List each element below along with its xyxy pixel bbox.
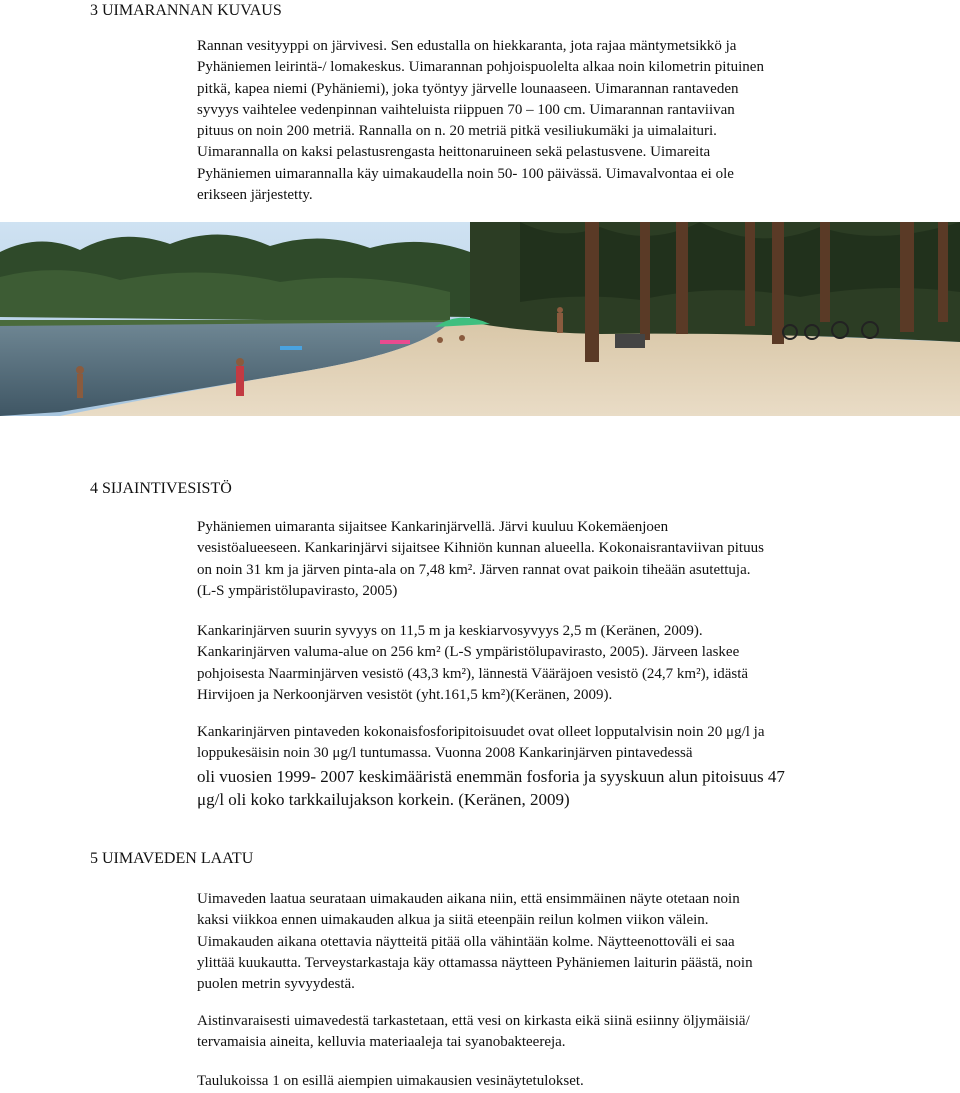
text-line: Aistinvaraisesti uimavedestä tarkastetaan, että vesi on kirkasta eikä siinä esiinny öljymäisiä/ <box>197 1013 750 1029</box>
section-paragraph <box>197 621 887 706</box>
text-line: Pyhäniemen leirintä-/ lomakeskus. Uimarannan pohjoispuolelta alkaa noin kilometrin pituinen <box>197 59 764 76</box>
text-line: (L-S ympäristölupavirasto, 2005) <box>197 582 398 599</box>
text-line: tervamaisia aineita, kelluvia materiaaleja tai syanobakteereja. <box>197 1034 566 1051</box>
text-line: μg/l oli koko tarkkailujakson korkein. (Keränen, 2009) <box>197 789 570 809</box>
text-line: Uimaveden laatua seurataan uimakauden aikana niin, että ensimmäinen näyte otetaan noin <box>197 891 740 907</box>
section-heading: 3 UIMARANNAN KUVAUS <box>90 2 282 19</box>
section-paragraph <box>197 1011 887 1054</box>
text-line: Pyhäniemen uimarannalla käy uimakaudella noin 50- 100 päivässä. Uimavalvontaa ei ole <box>197 165 734 182</box>
text-line: Kankarinjärven suurin syvyys on 11,5 m ja keskiarvosyvyys 2,5 m (Keränen, 2009). <box>197 623 703 639</box>
text-line: Uimakauden aikana otettavia näytteitä pitää olla vähintään kolme. Näytteenottoväli ei saa <box>197 933 735 950</box>
text-line: kaksi viikkoa ennen uimakauden alkua ja siitä eteenpäin reilun kolmen viikon välein. <box>197 912 709 929</box>
text-line: Uimarannalla on kaksi pelastusrengasta heittonaruineen sekä pelastusvene. Uimareita <box>197 144 711 161</box>
text-line: syvyys vaihtelee vedenpinnan vaihteluista riippuen 70 – 100 cm. Uimarannan rantaviivan <box>197 101 735 118</box>
text-line: oli vuosien 1999- 2007 keskimääristä enemmän fosforia ja syyskuun alun pitoisuus 47 <box>197 766 785 786</box>
text-line: pitkä, kapea niemi (Pyhäniemi), joka työntyy järvelle lounaaseen. Uimarannan rantaveden <box>197 80 739 97</box>
section-paragraph <box>197 36 887 206</box>
section-heading: 4 SIJAINTIVESISTÖ <box>90 480 232 497</box>
text-line: puolen metrin syvyydestä. <box>197 976 355 993</box>
text-line: pohjoisesta Naarminjärven vesistö (43,3 km²), lännestä Vääräjoen vesistö (24,7 km²), idästä <box>197 665 749 682</box>
section-paragraph <box>197 1071 887 1092</box>
text-line: pituus on noin 200 metriä. Rannalla on n. 20 metriä pitkä vesiliukumäki ja uimalaituri. <box>197 123 717 140</box>
text-line: Hirvijoen ja Nerkoonjärven vesistöt (yht.161,5 km²)(Keränen, 2009). <box>197 686 613 703</box>
text-line: ylittää kuukautta. Terveystarkastaja käy ottamassa näytteen Pyhäniemen laiturin päästä, noin <box>197 954 753 971</box>
section-paragraph <box>197 889 887 995</box>
text-line: Taulukoissa 1 on esillä aiempien uimakausien vesinäytetulokset. <box>197 1073 584 1089</box>
text-line: Rannan vesityyppi on järvivesi. Sen edustalla on hiekkaranta, jota rajaa mäntymetsikkö ja <box>197 38 737 54</box>
text-line: erikseen järjestetty. <box>197 187 313 204</box>
text-line: Kankarinjärven valuma-alue on 256 km² (L-S ympäristölupavirasto, 2005). Järveen laskee <box>197 644 740 661</box>
text-line: Pyhäniemen uimaranta sijaitsee Kankarinjärvellä. Järvi kuuluu Kokemäenjoen <box>197 519 669 535</box>
text-line: Kankarinjärven pintaveden kokonaisfosforipitoisuudet ovat olleet lopputalvisin noin 20 μg/l ja <box>197 724 765 740</box>
text-line: loppukesäisin noin 30 μg/l tuntumassa. Vuonna 2008 Kankarinjärven pintavedessä <box>197 745 693 762</box>
section-paragraph <box>197 517 887 602</box>
text-line: vesistöalueeseen. Kankarinjärvi sijaitsee Kihniön kunnan alueella. Kokonaisrantaviivan pituus <box>197 540 764 557</box>
text-line: on noin 31 km ja järven pinta-ala on 7,48 km². Järven rannat ovat paikoin tiheään asutettuja. <box>197 561 751 578</box>
section-heading: 5 UIMAVEDEN LAATU <box>90 850 254 867</box>
beach-photo <box>0 222 960 416</box>
section-paragraph <box>197 722 887 811</box>
